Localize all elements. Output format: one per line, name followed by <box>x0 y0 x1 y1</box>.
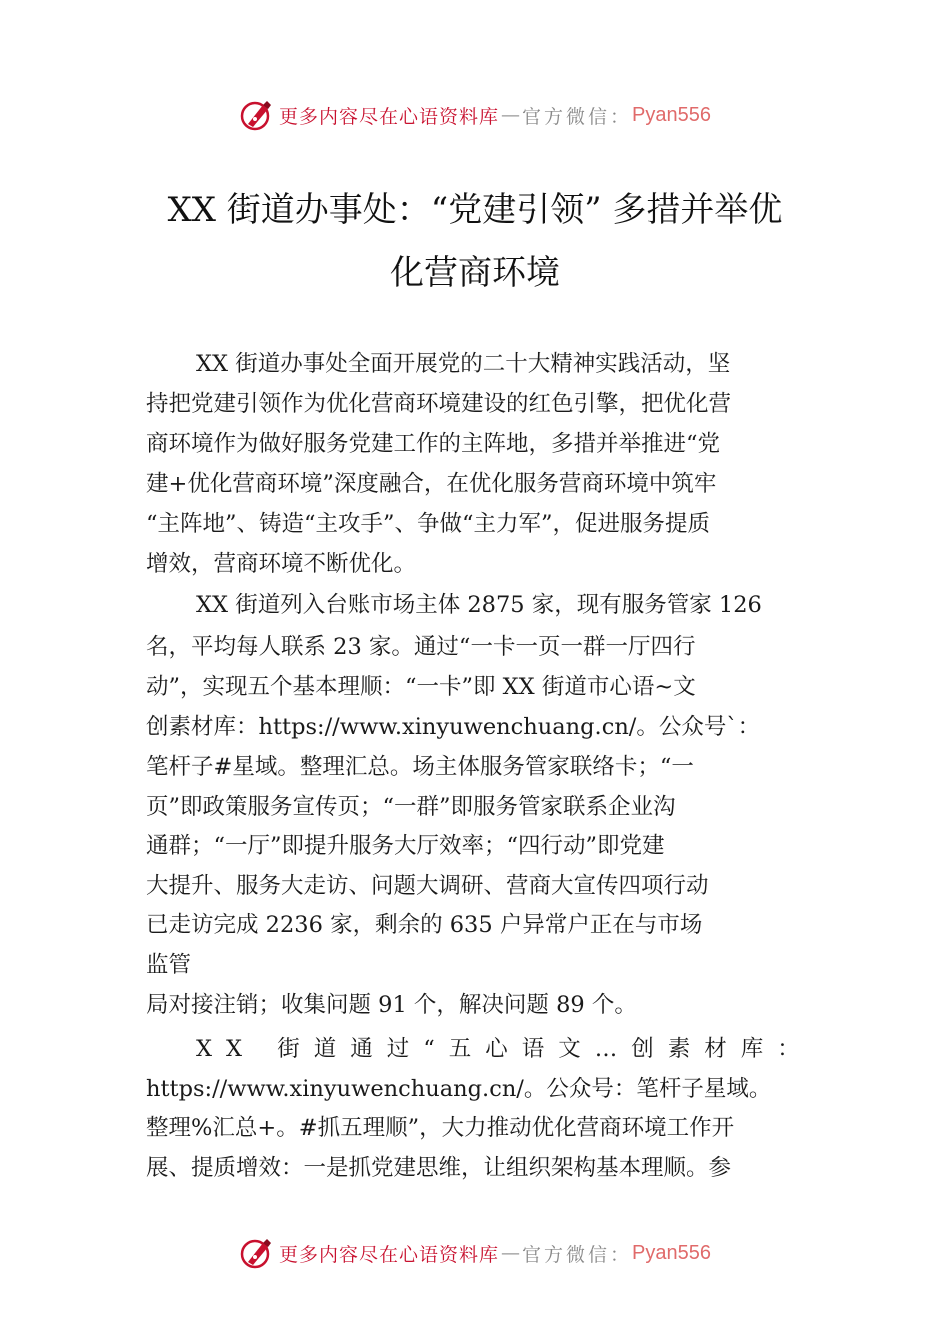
body-line: 动”，实现五个基本理顺：“一卡”即 XX 街道市心语~文 <box>146 674 696 700</box>
document-title-line-2: 化营商环境 <box>390 253 560 293</box>
body-line: 通群；“一厅”即提升服务大厅效率；“四行动”即党建 <box>146 833 665 859</box>
wechat-id: Pyan556 <box>632 1241 711 1264</box>
body-line: 页”即政策服务宣传页；“一群”即服务管家联系企业沟 <box>146 794 676 820</box>
body-line: 增效，营商环境不断优化。 <box>146 551 417 577</box>
body-line: XX 街道列入台账市场主体 2875 家，现有服务管家 126 <box>196 592 762 618</box>
header-banner <box>0 95 950 135</box>
body-line: XX 街道办事处全面开展党的二十大精神实践活动，坚 <box>196 351 731 377</box>
body-line: 商环境作为做好服务党建工作的主阵地，多措并举推进“党 <box>146 431 721 457</box>
body-line: 创素材库：https://www.xinyuwenchuang.cn/。公众号`： <box>146 714 761 740</box>
banner-separator: — <box>501 1242 521 1264</box>
body-line: 已走访完成 2236 家，剩余的 635 户异常户正在与市场 <box>146 912 703 938</box>
body-line: 整理%汇总+。#抓五理顺”，大力推动优化营商环境工作开 <box>146 1115 735 1141</box>
pen-nib-logo-icon <box>239 97 275 133</box>
wechat-id: Pyan556 <box>632 103 711 126</box>
body-line: 大提升、服务大走访、问题大调研、营商大宣传四项行动 <box>146 873 709 899</box>
body-line: 持把党建引领作为优化营商环境建设的红色引擎，把优化营 <box>146 391 732 417</box>
body-line: “主阵地”、铸造“主攻手”、争做“主力军”，促进服务提质 <box>146 511 711 537</box>
body-line: 监管 <box>146 952 192 978</box>
body-line: XX 街道通过“五心语文…创素材库： <box>196 1036 814 1062</box>
wechat-label: 官方微信： <box>522 1243 633 1266</box>
body-line: 笔杆子#星域。整理汇总。场主体服务管家联络卡；“一 <box>146 754 694 780</box>
body-line: 局对接注销；收集问题 91 个，解决问题 89 个。 <box>146 992 637 1018</box>
brand-text: 更多内容尽在心语资料库 <box>279 1243 500 1266</box>
body-line: https://www.xinyuwenchuang.cn/。公众号：笔杆子星域。 <box>146 1076 772 1102</box>
document-title-line-1: XX 街道办事处：“党建引领” 多措并举优 <box>167 190 783 230</box>
pen-nib-logo-icon <box>239 1235 275 1271</box>
body-line: 建+优化营商环境”深度融合，在优化服务营商环境中筑牢 <box>146 471 717 497</box>
banner-separator: — <box>501 104 521 126</box>
footer-banner <box>0 1233 950 1273</box>
wechat-label: 官方微信： <box>522 105 633 128</box>
body-line: 名，平均每人联系 23 家。通过“一卡一页一群一厅四行 <box>146 634 696 660</box>
brand-text: 更多内容尽在心语资料库 <box>279 105 500 128</box>
body-line: 展、提质增效：一是抓党建思维，让组织架构基本理顺。参 <box>146 1155 732 1181</box>
